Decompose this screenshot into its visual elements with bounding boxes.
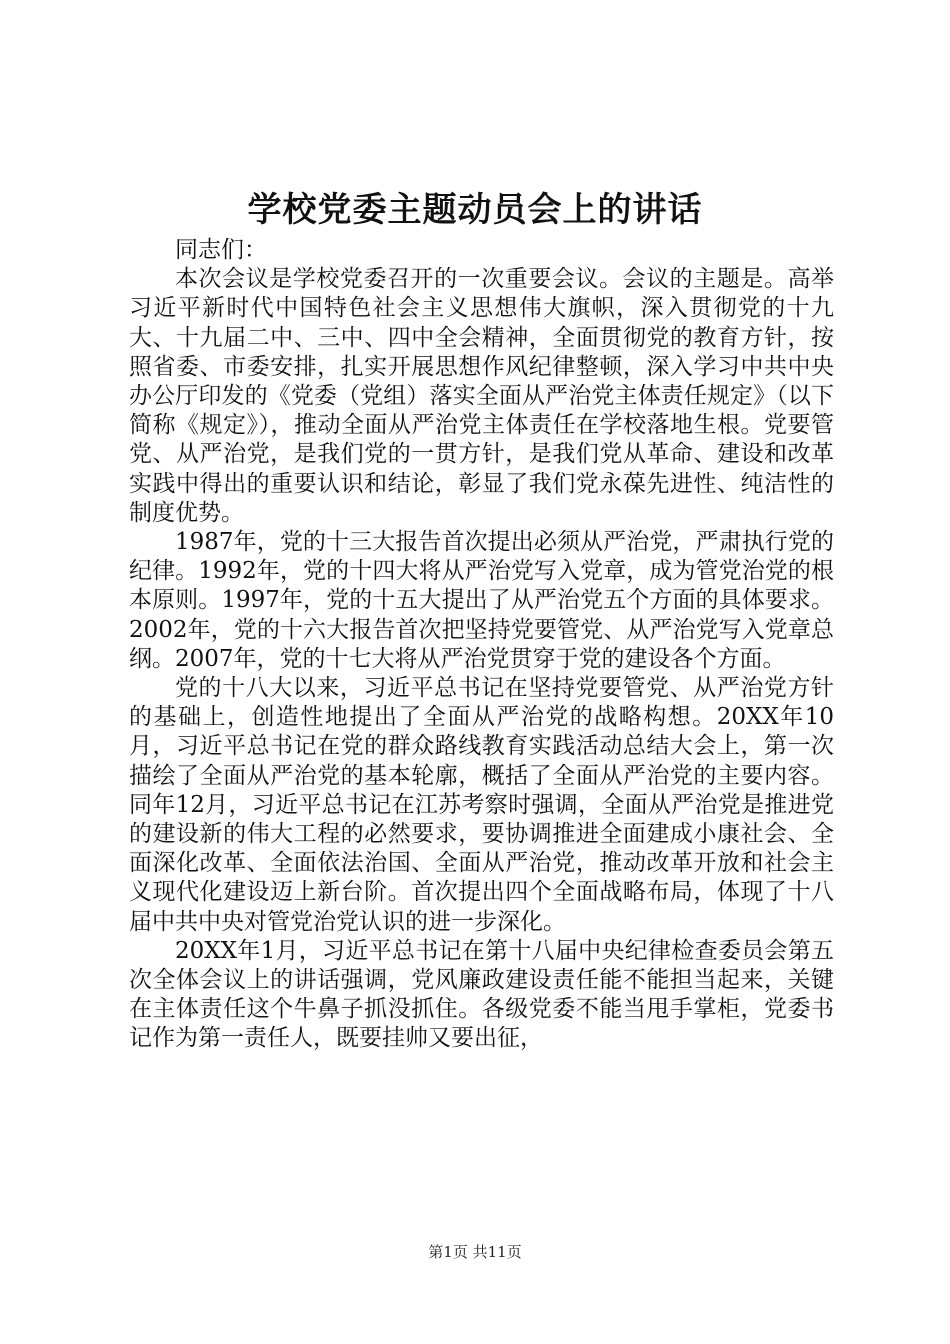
paragraph: 1987年，党的十三大报告首次提出必须从严治党，严肃执行党的纪律。1992年，党的十四大将从严治党写入党章，成为管党治党的根本原则。1997年，党的十五大提出了从严治党五个方面的具体要求。2002年，党的十六大报告首次把坚持党要管党、从严治党写入党章总纲。2007年，党的十七大将从严治党贯穿于党的建设各个方面。 [129,529,834,672]
paragraph: 党的十八大以来，习近平总书记在坚持党要管党、从严治党方针的基础上，创造性地提出了全面从严治党的战略构想。20XX年10月，习近平总书记在党的群众路线教育实践活动总结大会上，第一次描绘了全面从严治党的基本轮廓，概括了全面从严治党的主要内容。同年12月，习近平总书记在江苏考察时强调，全面从严治党是推进党的建设新的伟大工程的必然要求，要协调推进全面建成小康社会、全面深化改革、全面依法治国、全面从严治党，推动改革开放和社会主义现代化建设迈上新台阶。首次提出四个全面战略布局，体现了十八届中共中央对管党治党认识的进一步深化。 [129,675,834,935]
paragraph: 本次会议是学校党委召开的一次重要会议。会议的主题是。高举习近平新时代中国特色社会主义思想伟大旗帜，深入贯彻党的十九大、十九届二中、三中、四中全会精神，全面贯彻党的教育方针，按照省委、市委安排，扎实开展思想作风纪律整顿，深入学习中共中央办公厅印发的《党委（党组）落实全面从严治党主体责任规定》（以下简称《规定》），推动全面从严治党主体责任在学校落地生根。党要管党、从严治党，是我们党的一贯方针，是我们党从革命、建设和改革实践中得出的重要认识和结论，彰显了我们党永葆先进性、纯洁性的制度优势。 [129,266,834,526]
page-number: 第1页 共11页 [428,1243,522,1261]
document-title: 学校党委主题动员会上的讲话 [247,190,703,230]
document-body [129,236,834,1054]
salutation: 同志们： [175,237,267,263]
paragraph: 20XX年1月，习近平总书记在第十八届中央纪律检查委员会第五次全体会议上的讲话强调，党风廉政建设责任能不能担当起来，关键在主体责任这个牛鼻子抓没抓住。各级党委不能当甩手掌柜，党委书记作为第一责任人，既要挂帅又要出征， [129,937,834,1052]
